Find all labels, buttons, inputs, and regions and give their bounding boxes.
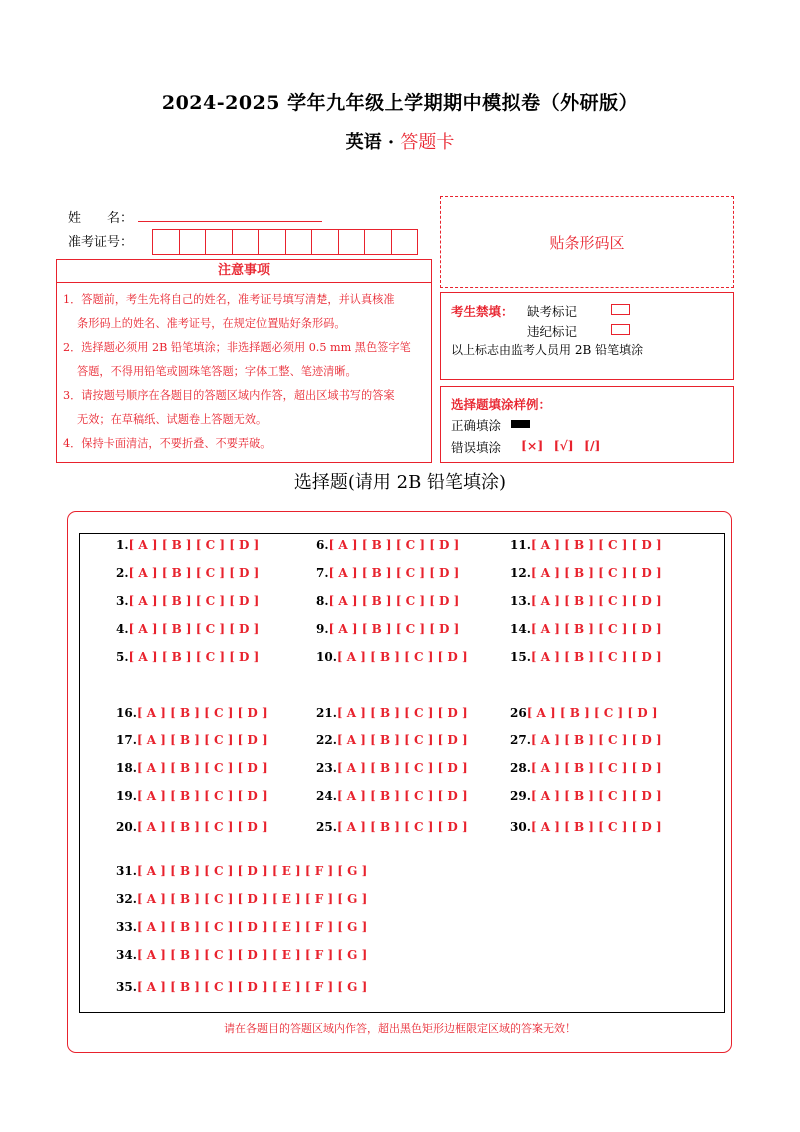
exam-id-digit-box[interactable] bbox=[153, 230, 180, 254]
answer-options[interactable]: [ A ] [ B ] [ C ] [ D ] bbox=[136, 706, 268, 720]
question-row[interactable] bbox=[510, 566, 662, 580]
answer-options[interactable]: [ A ] [ B ] [ C ] [ D ] bbox=[530, 622, 662, 636]
section-title: 选择题(请用 2B 铅笔填涂) bbox=[293, 472, 507, 493]
exam-id-digit-box[interactable] bbox=[206, 230, 233, 254]
answer-options[interactable]: [ A ] [ B ] [ C ] [ D ] bbox=[336, 820, 468, 834]
answer-options[interactable]: [ A ] [ B ] [ C ] [ D ] bbox=[128, 538, 260, 552]
answer-options[interactable]: [ A ] [ B ] [ C ] [ D ] bbox=[530, 789, 662, 803]
question-row[interactable] bbox=[116, 864, 367, 878]
answer-options[interactable]: [ A ] [ B ] [ C ] [ D ] [ E ] [ F ] [ G ] bbox=[136, 980, 368, 994]
fill-sample-box bbox=[440, 386, 734, 463]
question-number: 21. bbox=[316, 706, 337, 720]
question-number: 29. bbox=[510, 789, 531, 803]
question-row[interactable] bbox=[510, 733, 662, 747]
notice-item: 3．请按题号顺序在各题目的答题区域内作答，超出区域书写的答案 bbox=[63, 389, 395, 402]
answer-options[interactable]: [ A ] [ B ] [ C ] [ D ] bbox=[328, 622, 460, 636]
absent-mark-box[interactable] bbox=[611, 304, 630, 315]
notice-list bbox=[63, 288, 425, 456]
question-row[interactable] bbox=[116, 594, 259, 608]
question-number: 22. bbox=[316, 733, 337, 747]
exam-id-label: 准考证号： bbox=[68, 235, 134, 250]
question-row[interactable] bbox=[510, 789, 662, 803]
question-number: 30. bbox=[510, 820, 531, 834]
question-number: 10. bbox=[316, 650, 337, 664]
absent-mark-label: 缺考标记 bbox=[527, 304, 578, 319]
question-number: 19. bbox=[116, 789, 137, 803]
question-row[interactable] bbox=[116, 980, 367, 994]
violation-mark-box[interactable] bbox=[611, 324, 630, 335]
question-number: 24. bbox=[316, 789, 337, 803]
answer-options[interactable]: [ A ] [ B ] [ C ] [ D ] bbox=[530, 538, 662, 552]
question-number: 32. bbox=[116, 892, 137, 906]
question-row[interactable] bbox=[116, 650, 259, 664]
answer-options[interactable]: [ A ] [ B ] [ C ] [ D ] bbox=[336, 761, 468, 775]
question-number: 16. bbox=[116, 706, 137, 720]
footer-note: 请在各题目的答题区域内作答，超出黑色矩形边框限定区域的答案无效！ bbox=[224, 1022, 576, 1035]
answer-options[interactable]: [ A ] [ B ] [ C ] [ D ] bbox=[336, 733, 468, 747]
question-row[interactable] bbox=[116, 566, 259, 580]
answer-options[interactable]: [ A ] [ B ] [ C ] [ D ] bbox=[530, 650, 662, 664]
answer-options[interactable]: [ A ] [ B ] [ C ] [ D ] bbox=[328, 594, 460, 608]
exam-id-digit-box[interactable] bbox=[286, 230, 313, 254]
answer-options[interactable]: [ A ] [ B ] [ C ] [ D ] bbox=[136, 820, 268, 834]
question-number: 18. bbox=[116, 761, 137, 775]
answer-options[interactable]: [ A ] [ B ] [ C ] [ D ] bbox=[336, 650, 468, 664]
question-row[interactable] bbox=[116, 706, 268, 720]
question-number: 5. bbox=[116, 650, 129, 664]
answer-options[interactable]: [ A ] [ B ] [ C ] [ D ] bbox=[530, 566, 662, 580]
question-number: 28. bbox=[510, 761, 531, 775]
question-row[interactable] bbox=[316, 706, 468, 720]
question-number: 34. bbox=[116, 948, 137, 962]
question-row[interactable] bbox=[116, 820, 268, 834]
question-number: 12. bbox=[510, 566, 531, 580]
question-row[interactable] bbox=[316, 538, 459, 552]
answer-options[interactable]: [ A ] [ B ] [ C ] [ D ] bbox=[530, 761, 662, 775]
notice-item: 1．答题前，考生先将自己的姓名，准考证号填写清楚，并认真核准 bbox=[63, 293, 395, 306]
answer-options[interactable]: [ A ] [ B ] [ C ] [ D ] bbox=[128, 594, 260, 608]
answer-options[interactable]: [ A ] [ B ] [ C ] [ D ] bbox=[328, 566, 460, 580]
answer-options[interactable]: [ A ] [ B ] [ C ] [ D ] bbox=[136, 789, 268, 803]
notice-item: 条形码上的姓名、准考证号，在规定位置贴好条形码。 bbox=[77, 317, 346, 330]
question-number: 31. bbox=[116, 864, 137, 878]
question-number: 26 bbox=[510, 706, 527, 720]
answer-options[interactable]: [ A ] [ B ] [ C ] [ D ] [ E ] [ F ] [ G ] bbox=[136, 948, 368, 962]
answer-options[interactable]: [ A ] [ B ] [ C ] [ D ] bbox=[128, 650, 260, 664]
question-row[interactable] bbox=[116, 892, 367, 906]
wrong-fill-examples: [×] [√] [/] bbox=[521, 438, 601, 453]
correct-fill-example bbox=[511, 420, 530, 428]
answer-options[interactable]: [ A ] [ B ] [ C ] [ D ] bbox=[136, 733, 268, 747]
notice-box bbox=[56, 259, 432, 463]
question-row[interactable] bbox=[316, 789, 468, 803]
question-row[interactable] bbox=[510, 761, 662, 775]
exam-id-digit-box[interactable] bbox=[365, 230, 392, 254]
page-subtitle bbox=[0, 128, 800, 154]
question-number: 8. bbox=[316, 594, 329, 608]
answer-options[interactable]: [ A ] [ B ] [ C ] [ D ] bbox=[336, 789, 468, 803]
question-number: 3. bbox=[116, 594, 129, 608]
correct-fill-label: 正确填涂 bbox=[451, 418, 502, 433]
question-number: 11. bbox=[510, 538, 531, 552]
violation-mark-label: 违纪标记 bbox=[527, 324, 578, 339]
question-row[interactable] bbox=[510, 706, 658, 720]
answer-options[interactable]: [ A ] [ B ] [ C ] [ D ] bbox=[336, 706, 468, 720]
question-row[interactable] bbox=[316, 594, 459, 608]
exam-id-digit-box[interactable] bbox=[312, 230, 339, 254]
question-row[interactable] bbox=[116, 622, 259, 636]
exam-id-boxes[interactable] bbox=[152, 229, 418, 255]
notice-heading: 注意事项 bbox=[57, 260, 431, 283]
question-number: 17. bbox=[116, 733, 137, 747]
question-number: 7. bbox=[316, 566, 329, 580]
question-row[interactable] bbox=[510, 594, 662, 608]
question-row[interactable] bbox=[116, 733, 268, 747]
question-row[interactable] bbox=[316, 650, 468, 664]
question-row[interactable] bbox=[116, 538, 259, 552]
question-row[interactable] bbox=[116, 761, 268, 775]
answer-card-label: 答题卡 bbox=[400, 132, 455, 153]
exam-id-digit-box[interactable] bbox=[180, 230, 207, 254]
exam-id-digit-box[interactable] bbox=[339, 230, 366, 254]
answer-options[interactable]: [ A ] [ B ] [ C ] [ D ] bbox=[530, 733, 662, 747]
exam-id-digit-box[interactable] bbox=[392, 230, 418, 254]
answer-options[interactable]: [ A ] [ B ] [ C ] [ D ] [ E ] [ F ] [ G ] bbox=[136, 892, 368, 906]
notice-item: 4．保持卡面清洁，不要折叠、不要弄破。 bbox=[63, 437, 272, 450]
answer-options[interactable]: [ A ] [ B ] [ C ] [ D ] [ E ] [ F ] [ G ] bbox=[136, 920, 368, 934]
question-number: 15. bbox=[510, 650, 531, 664]
answer-options[interactable]: [ A ] [ B ] [ C ] [ D ] bbox=[128, 566, 260, 580]
answer-options[interactable]: [ A ] [ B ] [ C ] [ D ] bbox=[526, 706, 658, 720]
question-number: 13. bbox=[510, 594, 531, 608]
question-row[interactable] bbox=[316, 761, 468, 775]
question-row[interactable] bbox=[316, 820, 468, 834]
answer-options[interactable]: [ A ] [ B ] [ C ] [ D ] bbox=[328, 538, 460, 552]
barcode-area: 贴条形码区 bbox=[440, 196, 734, 288]
question-number: 6. bbox=[316, 538, 329, 552]
name-field[interactable] bbox=[138, 221, 322, 222]
wrong-fill-label: 错误填涂 bbox=[451, 440, 502, 455]
question-number: 2. bbox=[116, 566, 129, 580]
answer-options[interactable]: [ A ] [ B ] [ C ] [ D ] bbox=[136, 761, 268, 775]
question-row[interactable] bbox=[510, 820, 662, 834]
question-row[interactable] bbox=[116, 920, 367, 934]
question-number: 1. bbox=[116, 538, 129, 552]
question-number: 4. bbox=[116, 622, 129, 636]
question-number: 14. bbox=[510, 622, 531, 636]
name-label: 姓 名： bbox=[68, 211, 134, 226]
question-row[interactable] bbox=[116, 789, 268, 803]
answer-options[interactable]: [ A ] [ B ] [ C ] [ D ] [ E ] [ F ] [ G ] bbox=[136, 864, 368, 878]
proctor-only-box bbox=[440, 292, 734, 380]
fill-sample-heading: 选择题填涂样例： bbox=[451, 397, 552, 412]
question-row[interactable] bbox=[116, 948, 367, 962]
question-number: 9. bbox=[316, 622, 329, 636]
proctor-note: 以上标志由监考人员用 2B 铅笔填涂 bbox=[451, 343, 644, 357]
proctor-only-heading: 考生禁填： bbox=[451, 304, 514, 319]
question-row[interactable] bbox=[316, 733, 468, 747]
page-title: 2024-2025 学年九年级上学期期中模拟卷（外研版） bbox=[161, 92, 639, 114]
question-number: 23. bbox=[316, 761, 337, 775]
answer-options[interactable]: [ A ] [ B ] [ C ] [ D ] bbox=[128, 622, 260, 636]
question-number: 20. bbox=[116, 820, 137, 834]
question-row[interactable] bbox=[510, 538, 662, 552]
notice-item: 2．选择题必须用 2B 铅笔填涂；非选择题必须用 0.5 mm 黑色签字笔 bbox=[63, 341, 411, 354]
notice-item: 无效；在草稿纸、试题卷上答题无效。 bbox=[77, 413, 268, 426]
exam-id-digit-box[interactable] bbox=[259, 230, 286, 254]
question-row[interactable] bbox=[316, 622, 459, 636]
question-number: 33. bbox=[116, 920, 137, 934]
notice-item: 答题，不得用铅笔或圆珠笔答题；字体工整、笔迹清晰。 bbox=[77, 365, 357, 378]
answer-options[interactable]: [ A ] [ B ] [ C ] [ D ] bbox=[530, 820, 662, 834]
question-number: 25. bbox=[316, 820, 337, 834]
question-number: 27. bbox=[510, 733, 531, 747]
subject-label: 英语 · bbox=[345, 132, 401, 153]
question-row[interactable] bbox=[510, 650, 662, 664]
answer-options[interactable]: [ A ] [ B ] [ C ] [ D ] bbox=[530, 594, 662, 608]
question-row[interactable] bbox=[316, 566, 459, 580]
exam-id-digit-box[interactable] bbox=[233, 230, 260, 254]
question-number: 35. bbox=[116, 980, 137, 994]
question-row[interactable] bbox=[510, 622, 662, 636]
